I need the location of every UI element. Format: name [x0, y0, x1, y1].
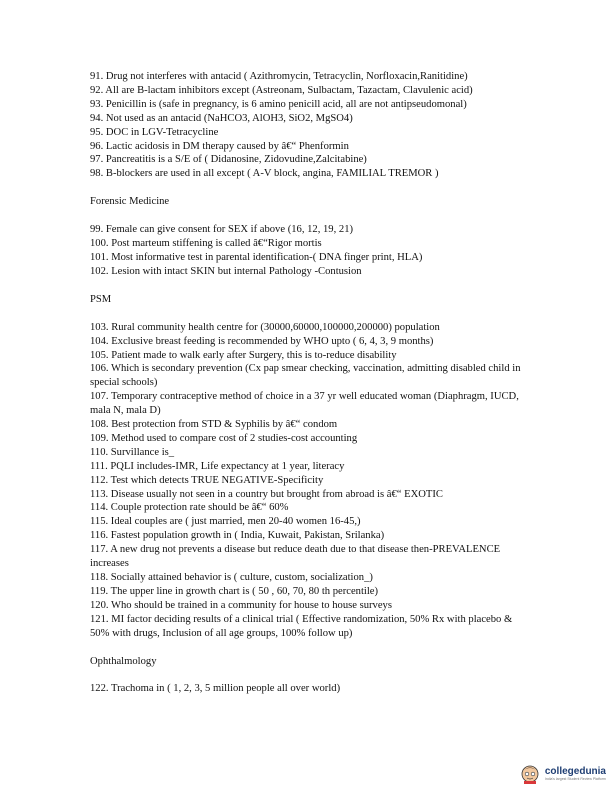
list-item: 119. The upper line in growth chart is ( 50 , 60, 70, 80 th percentile) — [90, 585, 379, 597]
list-item: 115. Ideal couples are ( just married, men 20-40 women 16-45,) — [90, 516, 361, 528]
section-psm — [90, 321, 530, 641]
section-forensic — [90, 223, 530, 279]
list-item: 113. Disease usually not seen in a country but brought from abroad is â€“ EXOTIC — [90, 488, 443, 500]
list-item: 103. Rural community health centre for (30000,60000,100000,200000) population — [90, 321, 440, 333]
list-item: 107. Temporary contraceptive method of choice in a 37 yr well educated woman (Diaphragm, IUCD, mala N, mala D) — [90, 391, 519, 417]
list-item: 121. MI factor deciding results of a clinical trial ( Effective randomization, 50% Rx with placebo & 50% with drugs, Inclusion of all age groups, 100% follow up) — [90, 613, 513, 639]
document-body — [90, 70, 530, 696]
logo-tagline: India's largest Student Review Platform — [544, 776, 606, 781]
logo-name: collegedunia — [544, 765, 606, 777]
list-item: 99. Female can give consent for SEX if above (16, 12, 19, 21) — [90, 224, 354, 236]
list-item: 100. Post marteum stiffening is called â€“Rigor mortis — [90, 238, 322, 250]
list-item: 110. Survillance is_ — [90, 446, 175, 458]
list-item: 98. B-blockers are used in all except ( A-V block, angina, FAMILIAL TREMOR ) — [90, 168, 439, 180]
list-item: 96. Lactic acidosis in DM therapy caused by â€“ Phenformin — [90, 140, 349, 152]
list-item: 94. Not used as an antacid (NaHCO3, AlOH3, SiO2, MgSO4) — [90, 112, 353, 124]
list-item: 109. Method used to compare cost of 2 studies-cost accounting — [90, 432, 358, 444]
collegedunia-logo — [519, 762, 606, 784]
list-item: 101. Most informative test in parental identification-( DNA finger print, HLA) — [90, 251, 423, 263]
list-item: 108. Best protection from STD & Syphilis by â€“ condom — [90, 419, 338, 431]
list-item: 92. All are B-lactam inhibitors except (Astreonam, Sulbactam, Tazactam, Clavulenic acid) — [90, 84, 473, 96]
student-mascot-icon — [519, 762, 541, 784]
list-item: 91. Drug not interferes with antacid ( Azithromycin, Tetracyclin, Norfloxacin,Ranitidine) — [90, 71, 468, 82]
section-heading-forensic: Forensic Medicine — [90, 196, 170, 208]
list-item: 118. Socially attained behavior is ( culture, custom, socialization_) — [90, 572, 373, 583]
list-item: 93. Penicillin is (safe in pregnancy, is 6 amino penicill acid, all are not antipseudomonal) — [90, 98, 467, 110]
list-item: 114. Couple protection rate should be â€“ 60% — [90, 502, 289, 514]
list-item: 95. DOC in LGV-Tetracycline — [90, 126, 219, 138]
section-ophthalmology — [90, 682, 530, 696]
list-item: 112. Test which detects TRUE NEGATIVE-Specificity — [90, 474, 324, 486]
list-item: 120. Who should be trained in a community for house to house surveys — [90, 599, 392, 611]
list-item: 102. Lesion with intact SKIN but internal Pathology -Contusion — [90, 265, 362, 277]
list-item: 122. Trachoma in ( 1, 2, 3, 5 million people all over world) — [90, 683, 341, 695]
list-item: 117. A new drug not prevents a disease but reduce death due to that disease then-PREVALENCE increases — [90, 544, 501, 570]
list-item: 111. PQLI includes-IMR, Life expectancy at 1 year, literacy — [90, 460, 345, 472]
section-heading-psm: PSM — [90, 293, 112, 305]
list-item: 116. Fastest population growth in ( India, Kuwait, Pakistan, Srilanka) — [90, 530, 385, 542]
section-heading-ophthalmology: Ophthalmology — [90, 655, 157, 667]
list-item: 104. Exclusive breast feeding is recommended by WHO upto ( 6, 4, 3, 9 months) — [90, 335, 434, 347]
list-item: 105. Patient made to walk early after Surgery, this is to-reduce disability — [90, 349, 397, 361]
list-item: 97. Pancreatitis is a S/E of ( Didanosine, Zidovudine,Zalcitabine) — [90, 154, 367, 166]
section-pharmacology — [90, 70, 530, 181]
list-item: 106. Which is secondary prevention (Cx pap smear checking, vaccination, admitting disabled child in special schools) — [90, 363, 521, 389]
